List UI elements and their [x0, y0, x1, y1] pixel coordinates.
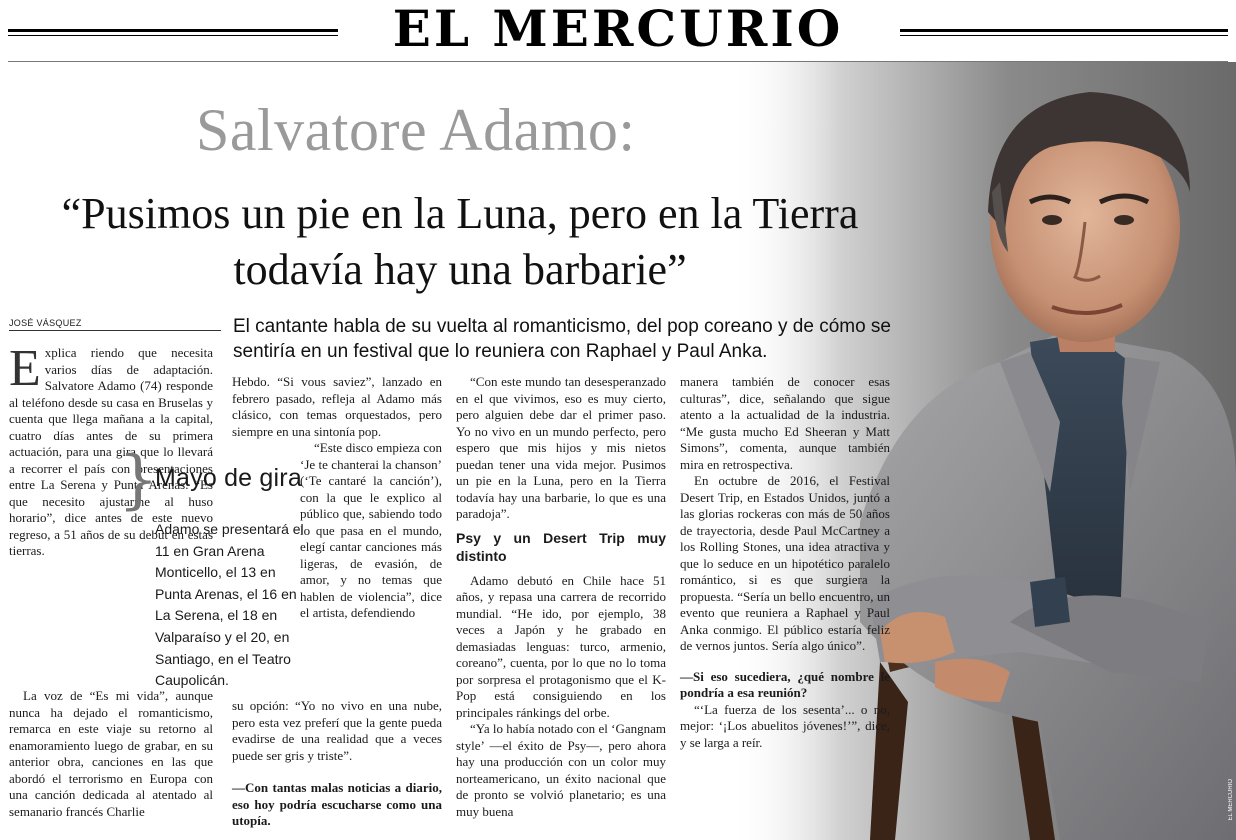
column-4-paragraph-3: “‘La fuerza de los sesenta’... o no, mejor: ‘¡Los abuelitos jóvenes!’”, dice, y se larga a reír. — [680, 701, 890, 750]
article-column-1-continued — [9, 688, 213, 820]
sidebar-text: Adamo se presentará el 11 en Gran Arena Monticello, el 13 en Punta Arenas, el 16 en La Serena, el 18 en Valparaíso y el 20, en Santiago, en el Teatro Caupolicán. — [155, 521, 304, 689]
article-deck: El cantante habla de su vuelta al romanticismo, del pop coreano y de cómo se sentiría en un festival que lo reuniera con Raphael y Paul Anka. — [233, 316, 891, 362]
article-column-4 — [680, 374, 890, 751]
brace-ornament: } — [118, 443, 159, 517]
column-4-paragraph-2: En octubre de 2016, el Festival Desert Trip, en Estados Unidos, juntó a las glorias rockeras con más de 50 años de trayectoria, desde Paul McCartney a los Rolling Stones, una idea atractiva y que lo seduce en un hipotético paralelo romántico, si es que surgiera la propuesta. “Sería un bello encuentro, un evento que reuniera a Raphael y Paul Anka conmigo. El público estaría feliz de vernos juntos. Sería algo único”. — [680, 473, 890, 653]
column-3-paragraph-3: “Ya lo había notado con el ‘Gangnam style’ —el éxito de Psy—, pero ahora hay una producción con un color muy norteamericano, un éxito nacional que de pronto se volvió planetario; es una muy buena — [456, 721, 666, 819]
masthead — [0, 0, 1236, 60]
column-1-paragraph-2: La voz de “Es mi vida”, aunque nunca ha dejado el romanticismo, remarca en este viaje su retorno al enamoramiento luego de grabar, en su anterior obra, canciones en las que abordó el terrorismo en Europa con una canción dedicada al atentado al semanario francés Charlie — [9, 688, 213, 819]
column-1-text-1: xplica riendo que necesita varios días de adaptación. Salvatore Adamo (74) responde al teléfono desde su casa en Bruselas y cuenta que llega mañana a la capital, cuatro días antes de su primera actuación, para una gira que lo llevará a recorrer el país con presentaciones entre La Serena y Punta Arenas. “Es que necesito ajustarme al huso horario”, dice antes de este nuevo regreso, a 51 años de su debut en estas tierras. — [9, 345, 213, 558]
drop-cap: E — [9, 340, 41, 397]
photo-credit: EL MERCURIO — [1228, 778, 1234, 820]
section-subhead: Psy y un Desert Trip muy distinto — [456, 529, 666, 564]
article-column-3 — [456, 374, 666, 820]
column-2-paragraph-3: su opción: “Yo no vivo en una nube, pero esta vez preferí que la gente pueda evadirse de una realidad que a veces puede ser gris y triste”. — [232, 698, 442, 763]
byline: JOSÉ VÁSQUEZ — [9, 318, 82, 328]
headline-quote: “Pusimos un pie en la Luna, pero en la Tierra todavía hay una barbarie” — [61, 189, 859, 294]
column-4-paragraph-1: manera también de conocer esas culturas”, dice, señalando que sigue atento a la actualidad de la industria. “Me gusta mucho Ed Sheeran y Matt Simons”, comenta, aunque también mira en retrospectiva. — [680, 374, 890, 472]
column-2-paragraph-2: “Este disco empieza con ‘Je te chanterai la chanson’ (‘Te cantaré la canción’), con la que le explico al público que, sabiendo todo lo que pasa en el mundo, elegí cantar canciones más ligeras, de evasión, de amor, y no temas que hablen de violencia”, dice el artista, defendiendo — [300, 440, 442, 620]
headline-name: Salvatore Adamo: — [196, 97, 636, 163]
column-2-paragraph-1: Hebdo. “Si vous saviez”, lanzado en febrero pasado, refleja al Adamo más clásico, con temas orquestados, pero siempre en una sintonía pop. — [232, 374, 442, 439]
column-3-paragraph-2: Adamo debutó en Chile hace 51 años, y repasa una carrera de recorrido mundial. “He ido, por ejemplo, 38 veces a Japón y he grabado en demasiadas lenguas: turco, armenio, coreano”, cuenta, por lo que no lo toma por sorpresa el protagonismo que el K-Pop está consiguiendo en los principales ránkings del orbe. — [456, 572, 666, 720]
column-3-paragraph-1: “Con este mundo tan desesperanzado en el que vivimos, eso es muy cierto, pero alguien debe dar el primer paso. Yo no vivo en un mundo perfecto, pero espero que mis hijos y mis nietos puedan tener una vida mejor. Pusimos un pie en la Luna, pero en la Tierra todavía hay una barbarie, lo que es una paradoja”. — [456, 374, 666, 521]
article-column-2-bottom — [232, 698, 442, 830]
sidebar-title: Mayo de gira — [155, 464, 302, 492]
newspaper-title: EL MERCURIO — [392, 0, 844, 58]
interview-question-1: —Con tantas malas noticias a diario, eso hoy podría escucharse como una utopía. — [232, 780, 442, 828]
interview-question-2: —Si eso sucediera, ¿qué nombre le pondría a esa reunión? — [680, 668, 890, 700]
article-column-2 — [232, 374, 442, 622]
byline-rule — [9, 330, 221, 331]
